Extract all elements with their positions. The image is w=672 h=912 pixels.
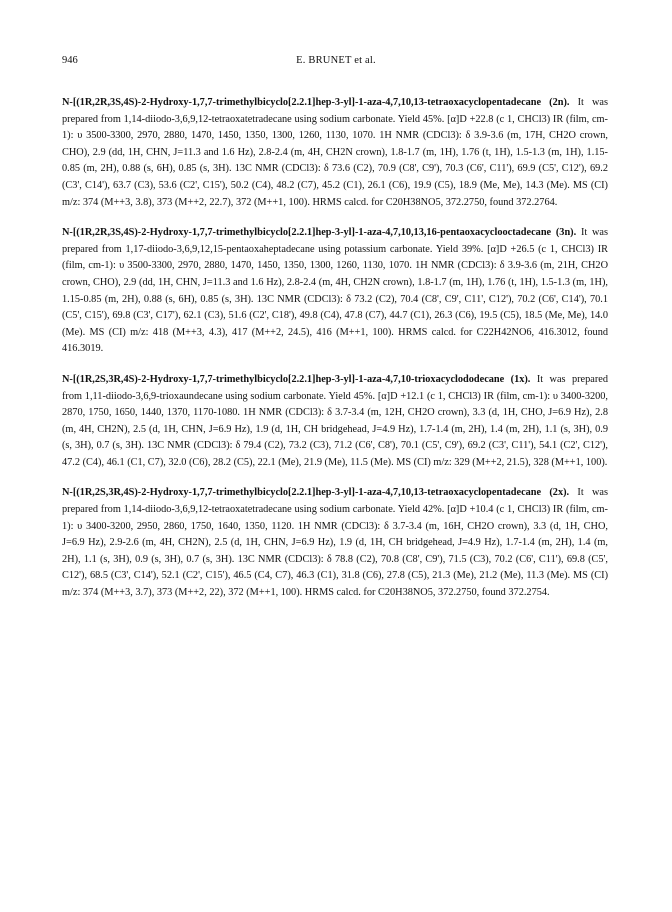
compound-entry-2x bbox=[62, 485, 608, 601]
compound-name: N-[(1R,2S,3R,4S)-2-Hydroxy-1,7,7-trimethylbicyclo[2.2.1]hep-3-yl]-1-aza-4,7,10,13-tetraoxacyclopentadecane (2x). bbox=[62, 487, 570, 499]
running-head: E. BRUNET et al. bbox=[296, 55, 376, 66]
experimental-entries bbox=[62, 95, 608, 616]
compound-name: N-[(1R,2R,3S,4S)-2-Hydroxy-1,7,7-trimethylbicyclo[2.2.1]hep-3-yl]-1-aza-4,7,10,13-tetraoxacyclopentadecane (2n). bbox=[62, 97, 570, 108]
compound-name: N-[(1R,2S,3R,4S)-2-Hydroxy-1,7,7-trimethylbicyclo[2.2.1]hep-3-yl]-1-aza-4,7,10-trioxacyclododecane (1x). bbox=[62, 373, 531, 385]
entry-text: It was prepared from 1,14-diiodo-3,6,9,12-tetraoxatetradecane using sodium carbonate. Yield 42%. [α]D +10.4 (c 1, CHCl3) IR (film, cm-1): υ 3400-3200, 2950, 2860, 1750, 1640, 1350, 1120. 1H NMR (CDCl3): δ 3.7-3.4 (m, 16H, CH2O crown), 3.3 (d, 1H, CHO, J=6.9 Hz), 2.9-2.6 (m, 4H, CH2N), 2.5 (d, 1H, CHN, J=6.9 Hz), 1.9 (d, 1H, CH bridgehead, J=4.9 Hz), 1.7-1.4 (m, 2H), 1.4 (m, 2H), 1.1 (s, 3H), 0.9 (s, 3H), 0.7 (s, 3H). 13C NMR (CDCl3): δ 78.8 (C2), 70.8 (C8', C9'), 71.5 (C3), 70.2 (C6', C11'), 69.8 (C5', C12'), 68.5 (C3', C14'), 52.1 (C2', C15'), 46.5 (C4, C7), 46.3 (C1), 31.8 (C6), 27.8 (C5), 21.3 (Me), 21.2 (Me), 11.3 (Me). MS (CI) m/z: 374 (M++3, 3.7), 373 (M++2, 22), 372 (M++1, 100). HRMS calcd. for C20H38NO5, 372.2750, found 372.2754. bbox=[62, 487, 608, 599]
compound-name: N-[(1R,2R,3S,4S)-2-Hydroxy-1,7,7-trimethylbicyclo[2.2.1]hep-3-yl]-1-aza-4,7,10,13,16-pentaoxacyclooctadecane (3n). bbox=[62, 227, 577, 239]
compound-entry-1x bbox=[62, 372, 608, 472]
compound-entry-2n bbox=[62, 95, 608, 211]
page-header bbox=[62, 55, 610, 71]
entry-text: It was prepared from 1,14-diiodo-3,6,9,12-tetraoxatetradecane using sodium carbonate. Yield 45%. [α]D +22.8 (c 1, CHCl3) IR (film, cm-1): υ 3500-3300, 2970, 2880, 1470, 1450, 1350, 1300, 1260, 1130, 1070. 1H NMR (CDCl3): δ 3.9-3.6 (m, 17H, CH2O crown, CHO), 2.9 (dd, 1H, CHN, J=11.3 and 1.6 Hz), 2.8-2.4 (m, 4H, CH2N crown), 1.8-1.7 (m, 1H), 1.76 (t, 1H), 1.5-1.3 (m, 1H), 1.15-0.85 (m, 2H), 0.88 (s, 6H), 0.85 (s, 3H). 13C NMR (CDCl3): δ 73.6 (C2), 70.9 (C8', C9'), 70.3 (C6', C11'), 69.9 (C5', C12'), 69.2 (C3', C14'), 63.7 (C3), 53.6 (C2', C15'), 50.2 (C4), 48.2 (C7), 45.2 (C1), 26.1 (C6), 19.9 (C5), 18.9 (Me, Me), 14.3 (Me). MS (CI) m/z: 374 (M++3, 3.8), 373 (M++2, 22.7), 372 (M++1, 100). HRMS calcd. for C20H38NO5, 372.2750, found 372.2764. bbox=[62, 97, 608, 208]
entry-text: It was prepared from 1,11-diiodo-3,6,9-trioxaundecane using sodium carbonate. Yield 45%. [α]D +12.1 (c 1, CHCl3) IR (film, cm-1): υ 3400-3200, 2870, 1750, 1650, 1440, 1370, 1170-1080. 1H NMR (CDCl3): δ 3.7-3.4 (m, 12H, CH2O crown), 3.3 (d, 1H, CHO, J=6.9 Hz), 2.8 (m, 4H, CH2N), 2.5 (d, 1H, CHN, J=6.9 Hz), 1.9 (d, 1H, CH bridgehead, J=4.9 Hz), 1.7-1.4 (m, 2H), 1.4 (m, 2H), 1.1 (s, 3H), 0.9 (s, 3H), 0.7 (s, 3H). 13C NMR (CDCl3): δ 79.4 (C2), 73.2 (C3), 71.2 (C6', C8'), 70.1 (C5', C9'), 69.2 (C3', C11'), 54.1 (C2', C12'), 47.2 (C4), 46.1 (C1, C7), 32.0 (C6), 28.2 (C5), 22.1 (Me), 21.9 (Me), 11.5 (Me). MS (CI) m/z: 329 (M++2, 21.5), 328 (M++1, 100). bbox=[62, 373, 608, 468]
page-number: 946 bbox=[62, 55, 78, 66]
entry-text: It was prepared from 1,17-diiodo-3,6,9,12,15-pentaoxaheptadecane using potassium carbonate. Yield 39%. [α]D +26.5 (c 1, CHCl3) IR (film, cm-1): υ 3500-3300, 2970, 2880, 1470, 1450, 1350, 1300, 1260, 1130, 1070. 1H NMR (CDCl3): δ 3.9-3.6 (m, 21H, CH2O crown, CHO), 2.9 (dd, 1H, CHN, J=11.3 and 1.6 Hz), 2.8-2.4 (m, 4H, CH2N crown), 1.8-1.7 (m, 1H), 1.76 (t, 1H), 1.5-1.3 (m, 1H), 1.15-0.85 (m, 2H), 0.88 (s, 6H), 0.85 (s, 3H). 13C NMR (CDCl3): δ 73.2 (C2), 70.4 (C8', C9', C11', C12'), 70.2 (C6', C14'), 70.1 (C5', C15'), 69.8 (C3', C17'), 62.1 (C3), 51.6 (C2', C18'), 49.8 (C4), 47.8 (C7), 44.7 (C1), 26.3 (C6), 19.5 (C5), 18.5 (Me, Me), 14.0 (Me). MS (CI) m/z: 418 (M++3, 4.3), 417 (M++2, 24.5), 416 (M++1, 100). HRMS calcd. for C22H42NO6, 416.3012, found 416.3019. bbox=[62, 227, 608, 355]
compound-entry-3n bbox=[62, 225, 608, 358]
